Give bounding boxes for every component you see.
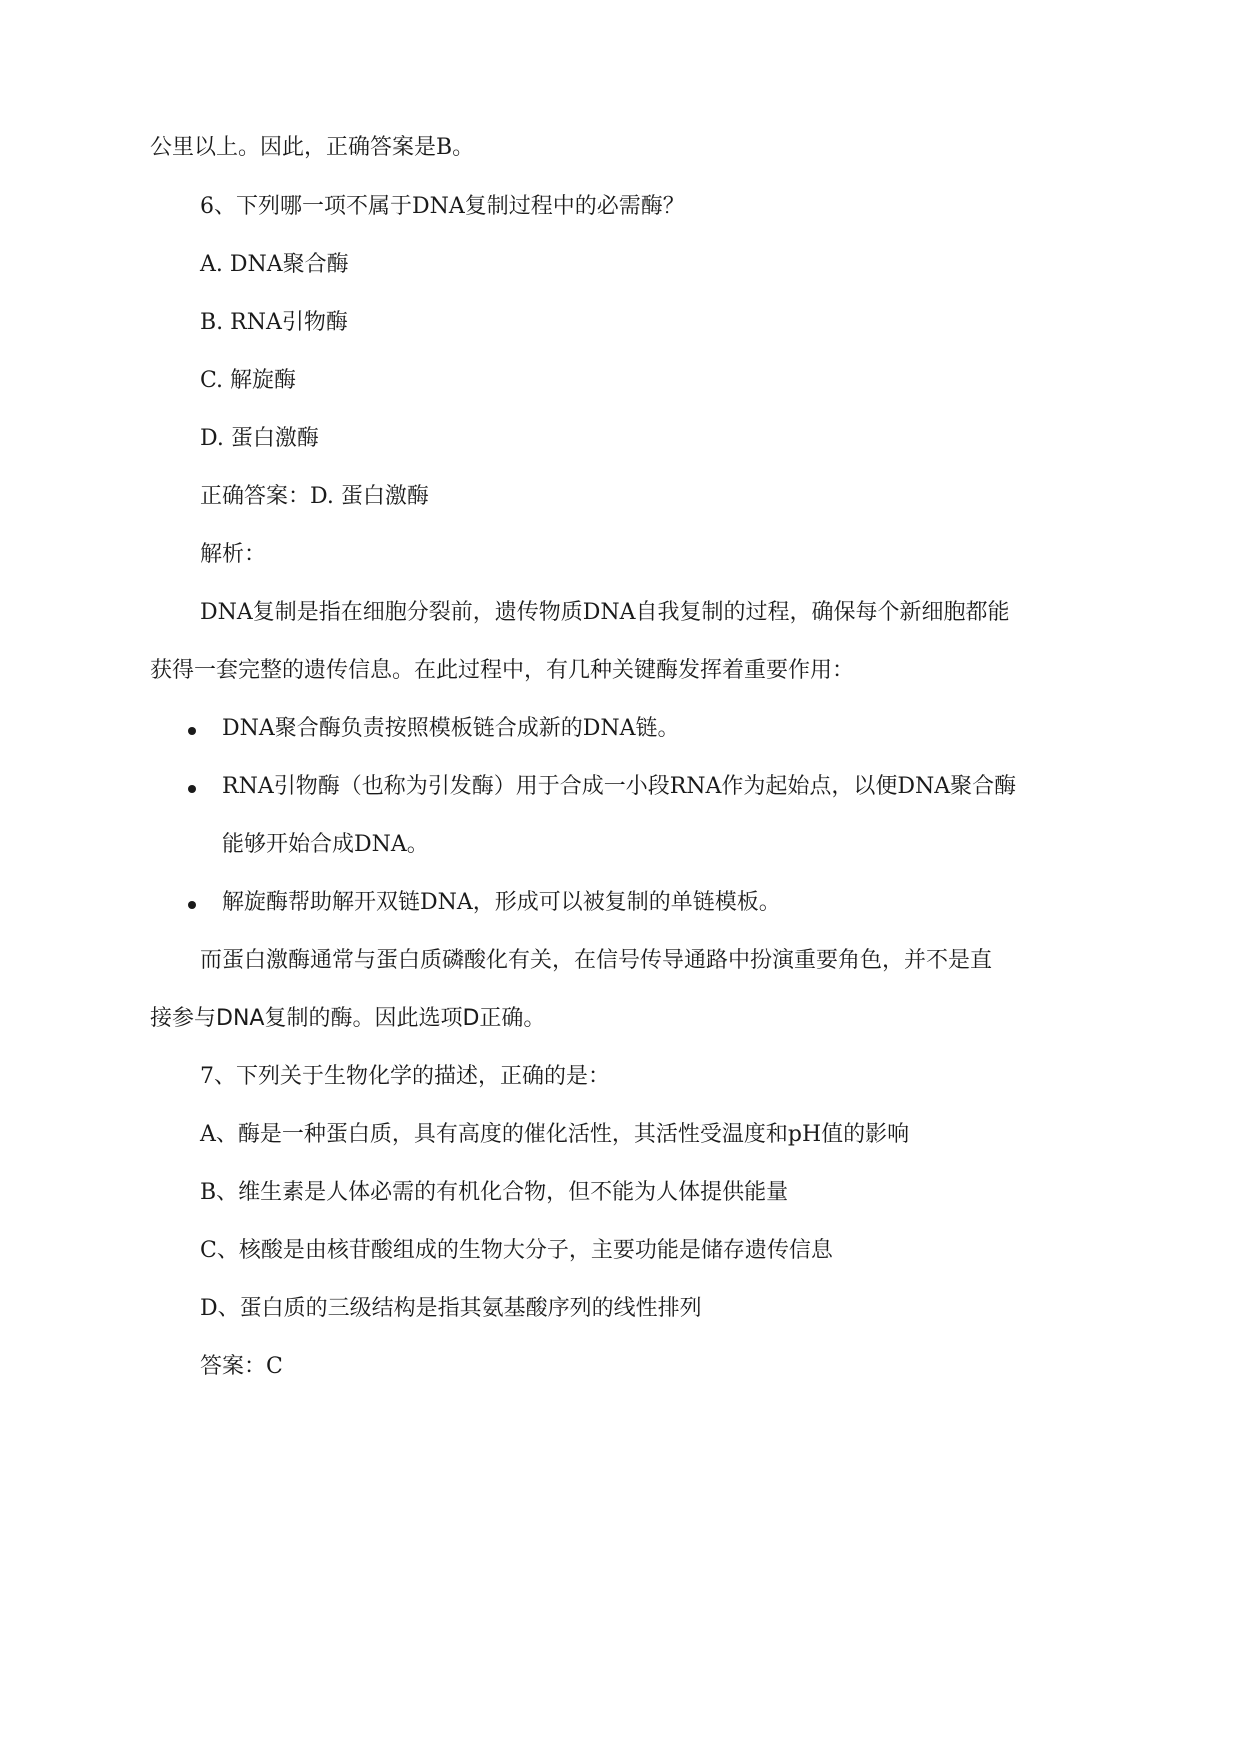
bullet-item: DNA聚合酶负责按照模板链合成新的DNA链。 xyxy=(222,716,680,741)
analysis-line: 接参与DNA复制的酶。因此选项D正确。 xyxy=(150,1006,546,1031)
analysis-heading: 解析： xyxy=(200,542,267,567)
question-7-stem: 7、下列关于生物化学的描述，正确的是： xyxy=(200,1064,610,1089)
option-b: B. RNA引物酶 xyxy=(200,310,348,335)
analysis-line: 而蛋白激酶通常与蛋白质磷酸化有关，在信号传导通路中扮演重要角色，并不是直 xyxy=(200,948,993,973)
option-c: C、核酸是由核苷酸组成的生物大分子，主要功能是储存遗传信息 xyxy=(200,1238,833,1263)
option-d: D、蛋白质的三级结构是指其氨基酸序列的线性排列 xyxy=(200,1296,702,1321)
paragraph-line: 公里以上。因此，正确答案是B。 xyxy=(150,135,475,160)
analysis-line: 获得一套完整的遗传信息。在此过程中，有几种关键酶发挥着重要作用： xyxy=(150,658,855,683)
correct-answer: 正确答案：D. 蛋白激酶 xyxy=(200,484,429,509)
option-b: B、维生素是人体必需的有机化合物，但不能为人体提供能量 xyxy=(200,1180,789,1205)
bullet-item: RNA引物酶（也称为引发酶）用于合成一小段RNA作为起始点，以便DNA聚合酶 xyxy=(222,774,1017,799)
option-a: A、酶是一种蛋白质，具有高度的催化活性，其活性受温度和pH值的影响 xyxy=(200,1122,910,1147)
bullet-icon xyxy=(188,727,196,735)
bullet-item-continuation: 能够开始合成DNA。 xyxy=(222,832,429,857)
option-d: D. 蛋白激酶 xyxy=(200,426,319,451)
option-a: A. DNA聚合酶 xyxy=(200,252,349,277)
option-c: C. 解旋酶 xyxy=(200,368,297,393)
analysis-line: DNA复制是指在细胞分裂前，遗传物质DNA自我复制的过程，确保每个新细胞都能 xyxy=(200,600,1010,625)
bullet-icon xyxy=(188,785,196,793)
bullet-icon xyxy=(188,901,196,909)
answer: 答案：C xyxy=(200,1354,283,1379)
question-6-stem: 6、下列哪一项不属于DNA复制过程中的必需酶？ xyxy=(200,194,685,219)
bullet-item: 解旋酶帮助解开双链DNA，形成可以被复制的单链模板。 xyxy=(222,890,781,915)
